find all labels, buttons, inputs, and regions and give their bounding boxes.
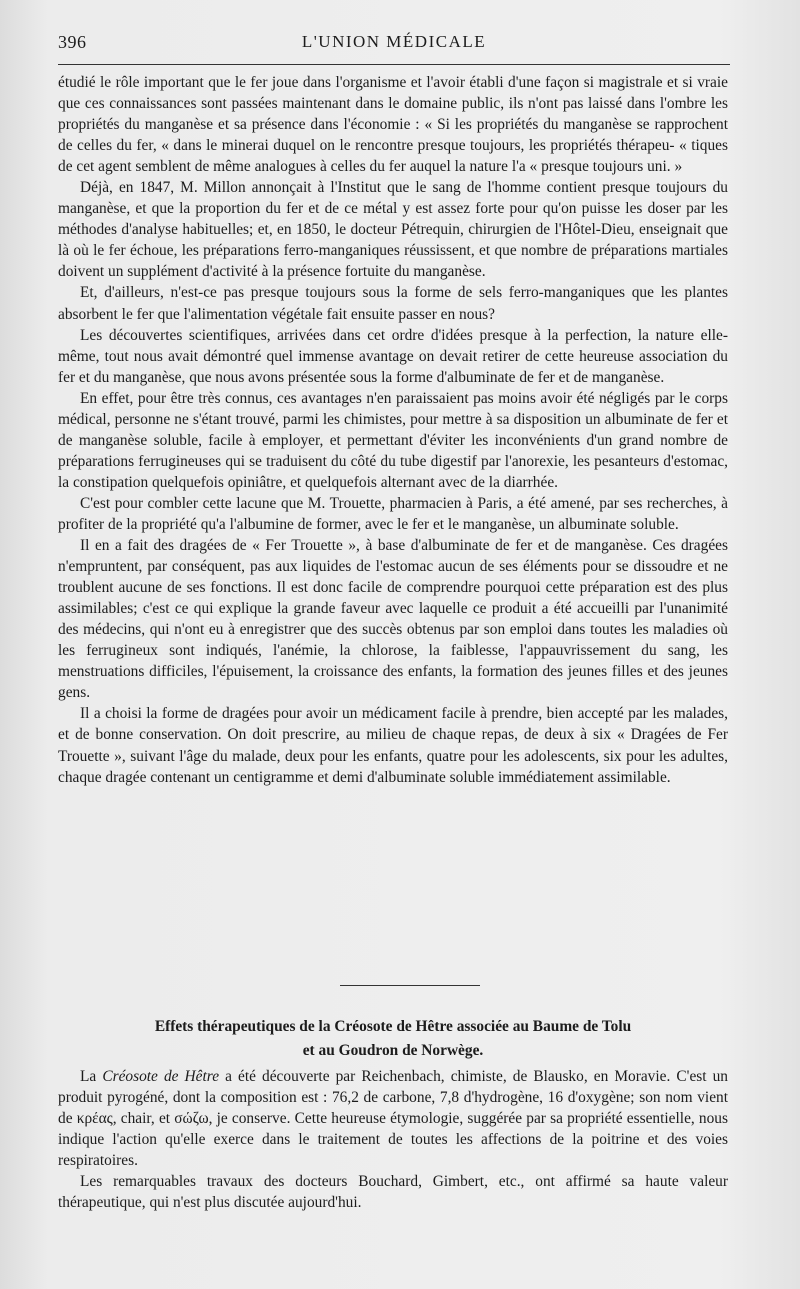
running-head [58,30,730,60]
section-paragraph: Les remarquables travaux des docteurs Bouchard, Gimbert, etc., ont affirmé sa haute valeur thérapeutique, qui n'est plus discutée aujourd'hui. [58,1173,728,1212]
section-title-line: Effets thérapeutiques de la Créosote de Hêtre associée au Baume de Tolu [154,1018,632,1035]
article-paragraph: Et, d'ailleurs, n'est-ce pas presque toujours sous la forme de sels ferro-manganiques que les plantes absorbent le fer que l'alimentation végétale fait ensuite passer en nous? [58,284,728,323]
italic-term: Créosote de Hêtre [102,1068,220,1085]
page-number: 396 [58,32,87,52]
section-divider [340,985,480,986]
paragraph-text: a été découverte par Reichenbach, chimiste, de Blausko, en Moravie. C'est un produit pyrogéné, dont la composition est : 76,2 de carbone, 7,8 d'hydrogène, 16 d'oxygène; son nom vient de κρέας, chair, et σώζω, je conserve. Cette heureuse étymologie, suggérée par sa propriété essentielle, nous indique l'action qu'elle exerce dans le traitement de toutes les affections de la poitrine et des voies respiratoires. [58,1068,728,1170]
article-paragraph: étudié le rôle important que le fer joue dans l'organisme et l'avoir établi d'une façon si magistrale et si vraie que ces connaissances sont passées maintenant dans le domaine public, ils n'ont pas laissé dans l'ombre les propriétés du manganèse et sa présence dans l'économie : « Si les propriétés du manganèse se rapprochent de celles du fer, « dans le minerai duquel on le rencontre presque toujours, les propriétés thérapeu- « tiques de cet agent semblent de même analogues à celles du fer auquel la nature l'a « presque toujours uni. » [58,74,728,176]
article-paragraph: C'est pour combler cette lacune que M. Trouette, pharmacien à Paris, a été amené, par ses recherches, à profiter de la propriété qu'a l'albumine de former, avec le fer et le manganèse, un albuminate soluble. [58,494,728,533]
section-body [58,1066,728,1213]
header-rule [58,64,730,65]
paragraph-lead: La [80,1068,103,1085]
article-paragraph: En effet, pour être très connus, ces avantages n'en paraissaient pas moins avoir été négligés par le corps médical, personne ne s'étant trouvé, parmi les chimistes, pour mettre à sa disposition un albuminate de fer et de manganèse soluble, facile à employer, et permettant d'éviter les inconvénients d'un grand nombre de préparations ferrugineuses qui se traduisent du côté du tube digestif par l'anorexie, les pesanteurs d'estomac, la constipation quelquefois opiniâtre, et quelquefois alternant avec de la diarrhée. [58,389,728,491]
article-body [58,72,728,788]
article-paragraph: Il en a fait des dragées de « Fer Trouette », à base d'albuminate de fer et de manganèse. Ces dragées n'empruntent, par conséquent, pas aux liquides de l'estomac aucun de ses éléments pour se dissoudre et ne troublent aucune de ses fonctions. Il est donc facile de comprendre pourquoi cette préparation est des plus assimilables; c'est ce qui explique la grande faveur avec laquelle ce produit a été accueilli par l'unanimité des médecins, qui n'ont eu à enregistrer que des succès obtenus par son emploi dans toutes les maladies où les ferrugineux sont indiqués, l'anémie, la chlorose, la faiblesse, l'appauvrissement du sang, les menstruations difficiles, l'épuisement, la croissance des enfants, la formation des jeunes filles et des jeunes gens. [58,537,728,702]
journal-title: L'UNION MÉDICALE [301,32,487,51]
section-title [58,1015,728,1063]
article-paragraph: Il a choisi la forme de dragées pour avoir un médicament facile à prendre, bien accepté par les malades, et de bonne conservation. On doit prescrire, au milieu de chaque repas, de deux à six « Dragées de Fer Trouette », suivant l'âge du malade, deux pour les enfants, quatre pour les adolescents, six pour les adultes, chaque dragée contenant un centigramme et demi d'albuminate soluble immédiatement assimilable. [58,705,728,786]
section-paragraph [58,1066,728,1171]
article-paragraph: Déjà, en 1847, M. Millon annonçait à l'Institut que le sang de l'homme contient presque toujours du manganèse, et que la proportion du fer et de ce métal y est assez forte pour qu'on puisse les doser par les méthodes d'analyse habituelles; et, en 1850, le docteur Pétrequin, chirurgien de l'Hôtel-Dieu, enseignait que là où le fer échoue, les préparations ferro-manganiques réussissent, et que nombre de préparations martiales doivent un supplément d'activité à la présence fortuite du manganèse. [58,179,728,281]
article-paragraph: Les découvertes scientifiques, arrivées dans cet ordre d'idées presque à la perfection, la nature elle-même, tout nous avait démontré quel immense avantage on devait retirer de cette heureuse association du fer et du manganèse, que nous avons présentée sous la forme d'albuminate de fer et de manganèse. [58,326,728,386]
section-title-line: et au Goudron de Norwège. [302,1042,484,1059]
